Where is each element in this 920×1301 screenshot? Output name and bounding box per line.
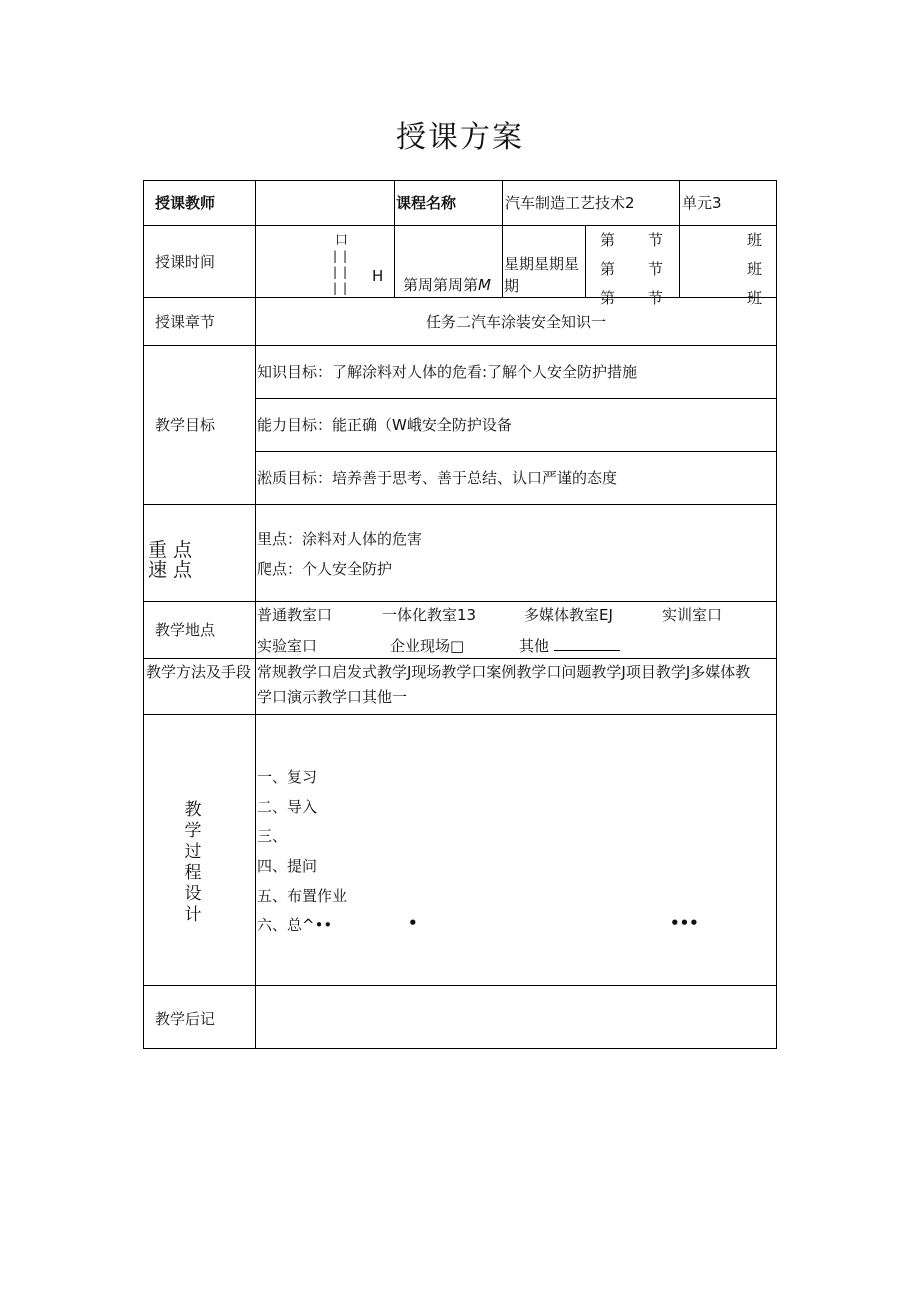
section-char: 第 (600, 260, 616, 278)
section-char: 第 (600, 231, 616, 249)
goals-label: 教学目标 (155, 416, 216, 434)
dot-mark: • (408, 914, 418, 932)
class-char: 班 (747, 260, 763, 278)
section-char: 节 (648, 231, 664, 249)
class-char: 班 (747, 231, 763, 249)
date-mark: H (372, 267, 384, 285)
date-mark: | (333, 265, 338, 279)
location-option: 普通教室口 (257, 606, 333, 624)
time-label: 授课时间 (155, 253, 216, 271)
process-step: 六、总^•• (257, 916, 333, 934)
date-mark: 口 (335, 233, 349, 248)
class-char: 班 (747, 289, 763, 307)
process-step: 二、导入 (257, 798, 318, 816)
section-char: 节 (648, 289, 664, 307)
weekday-text: 星期星期星期 (504, 255, 580, 295)
methods-line-1: 常规教学口启发式教学J现场教学口案例教学口问题教学J项目教学J多媒体教 (257, 663, 751, 681)
location-option: 实训室口 (662, 606, 723, 624)
page-title: 授课方案 (396, 120, 524, 155)
methods-label: 教学方法及手段 (146, 663, 252, 681)
class-column (680, 226, 776, 307)
section-column (586, 226, 678, 307)
process-step: 五、布置作业 (257, 887, 348, 905)
date-mark: | (333, 281, 338, 295)
quality-goal: 淞质目标：培养善于思考、善于总结、认口严谨的态度 (257, 469, 618, 487)
key-points-label-1: 重 点 (148, 539, 193, 561)
blank-line (554, 636, 620, 651)
date-mark: | (343, 249, 348, 263)
methods-line-2: 学口演示教学口其他一 (257, 688, 408, 706)
location-other: 其他 (519, 636, 620, 656)
location-option: 一体化教室13 (382, 606, 477, 624)
date-mark: | (333, 249, 338, 263)
week-text: 第周第周第M (403, 276, 491, 294)
dot-mark: ••• (670, 914, 699, 932)
process-label: 教学过程设计 (184, 800, 202, 925)
process-step: 四、提问 (257, 857, 318, 875)
location-option: 企业现场□ (390, 637, 465, 655)
section-char: 节 (648, 260, 664, 278)
course-label: 课程名称 (396, 194, 457, 212)
teacher-label: 授课教师 (155, 194, 216, 212)
date-mark: | (343, 265, 348, 279)
location-option: 多媒体教室EJ (524, 606, 613, 624)
location-label: 教学地点 (155, 621, 216, 639)
course-value: 汽车制造工艺技术2 (505, 194, 635, 212)
chapter-label: 授课章节 (155, 313, 216, 331)
difficult-point: 爬点：个人安全防护 (257, 560, 393, 578)
key-points-label-2: 速 点 (148, 559, 193, 581)
process-step: 一、复习 (257, 768, 318, 786)
date-mark: | (343, 281, 348, 295)
location-option: 实验室口 (257, 637, 318, 655)
notes-label: 教学后记 (155, 1010, 216, 1028)
section-char: 第 (600, 289, 616, 307)
chapter-value: 任务二汽车涂装安全知识一 (425, 313, 606, 331)
key-point: 里点：涂料对人体的危害 (257, 530, 423, 548)
unit-value: 单元3 (682, 194, 722, 212)
process-step: 三、 (257, 827, 288, 845)
knowledge-goal: 知识目标：了解涂料对人体的危看:了解个人安全防护措施 (257, 363, 638, 381)
ability-goal: 能力目标：能正确（W峨安全防护设备 (257, 416, 512, 434)
